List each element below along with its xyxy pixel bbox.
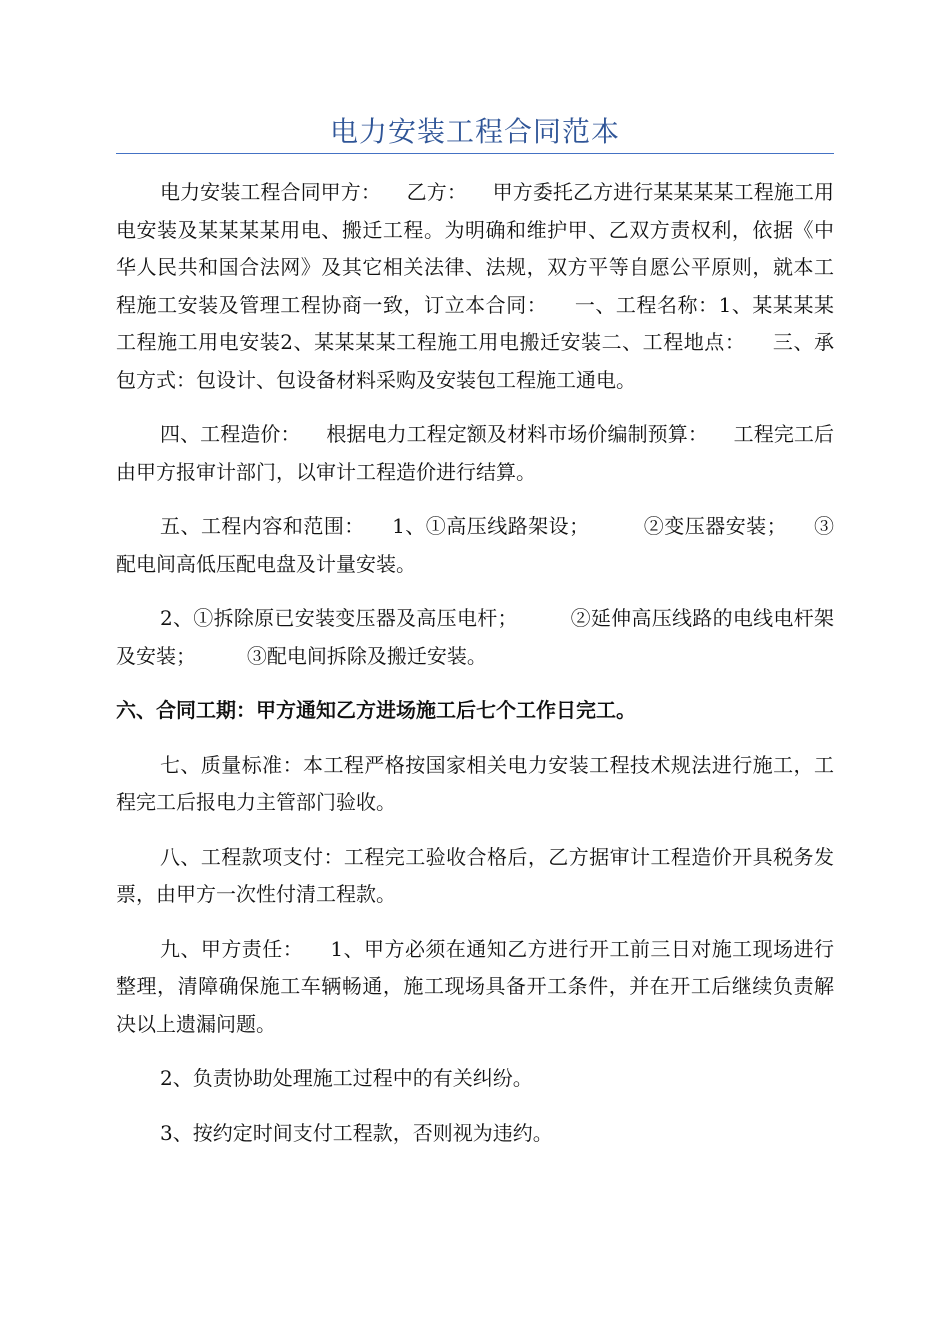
paragraph-quality: 七、质量标准：本工程严格按国家相关电力安装工程技术规法进行施工，工程完工后报电力主管部门验收。 bbox=[116, 752, 834, 814]
paragraph-scope-2: 2、①拆除原已安装变压器及高压电杆； ②延伸高压线路的电线电杆架及安装； ③配电间拆除及搬迁安装。 bbox=[116, 606, 834, 668]
paragraph-duty-3: 3、按约定时间支付工程款，否则视为违约。 bbox=[160, 1120, 553, 1145]
paragraph-party-a-duties: 九、甲方责任： 1、甲方必须在通知乙方进行开工前三日对施工现场进行整理，清障确保施工车辆畅通，施工现场具备开工条件，并在开工后继续负责解决以上遗漏问题。 bbox=[116, 936, 834, 1036]
paragraph-intro: 电力安装工程合同甲方： 乙方： 甲方委托乙方进行某某某某工程施工用电安装及某某某某用电、搬迁工程。为明确和维护甲、乙双方责权利，依据《中华人民共和国合法网》及其它相关法律、法规，双方平等自愿公平原则，就本工程施工安装及管理工程协商一致，订立本合同： 一、工程名称：1、某某某某工程施工用电安装2、某某某某工程施工用电搬迁安装二、工程地点： 三、承包方式：包设计、包设备材料采购及安装包工程施工通电。 bbox=[116, 180, 834, 392]
document-title: 电力安装工程合同范本 bbox=[329, 115, 620, 148]
paragraph-payment: 八、工程款项支付：工程完工验收合格后，乙方据审计工程造价开具税务发票，由甲方一次性付清工程款。 bbox=[116, 844, 834, 906]
paragraph-duration: 六、合同工期：甲方通知乙方进场施工后七个工作日完工。 bbox=[116, 698, 636, 722]
document-body bbox=[116, 174, 834, 1169]
paragraph-cost: 四、工程造价： 根据电力工程定额及材料市场价编制预算： 工程完工后由甲方报审计部门，以审计工程造价进行结算。 bbox=[116, 422, 834, 484]
paragraph-scope: 五、工程内容和范围： 1、①高压线路架设； ②变压器安装； ③配电间高低压配电盘及计量安装。 bbox=[116, 514, 834, 576]
title-underline bbox=[116, 153, 834, 154]
paragraph-duty-2: 2、负责协助处理施工过程中的有关纠纷。 bbox=[160, 1066, 533, 1090]
